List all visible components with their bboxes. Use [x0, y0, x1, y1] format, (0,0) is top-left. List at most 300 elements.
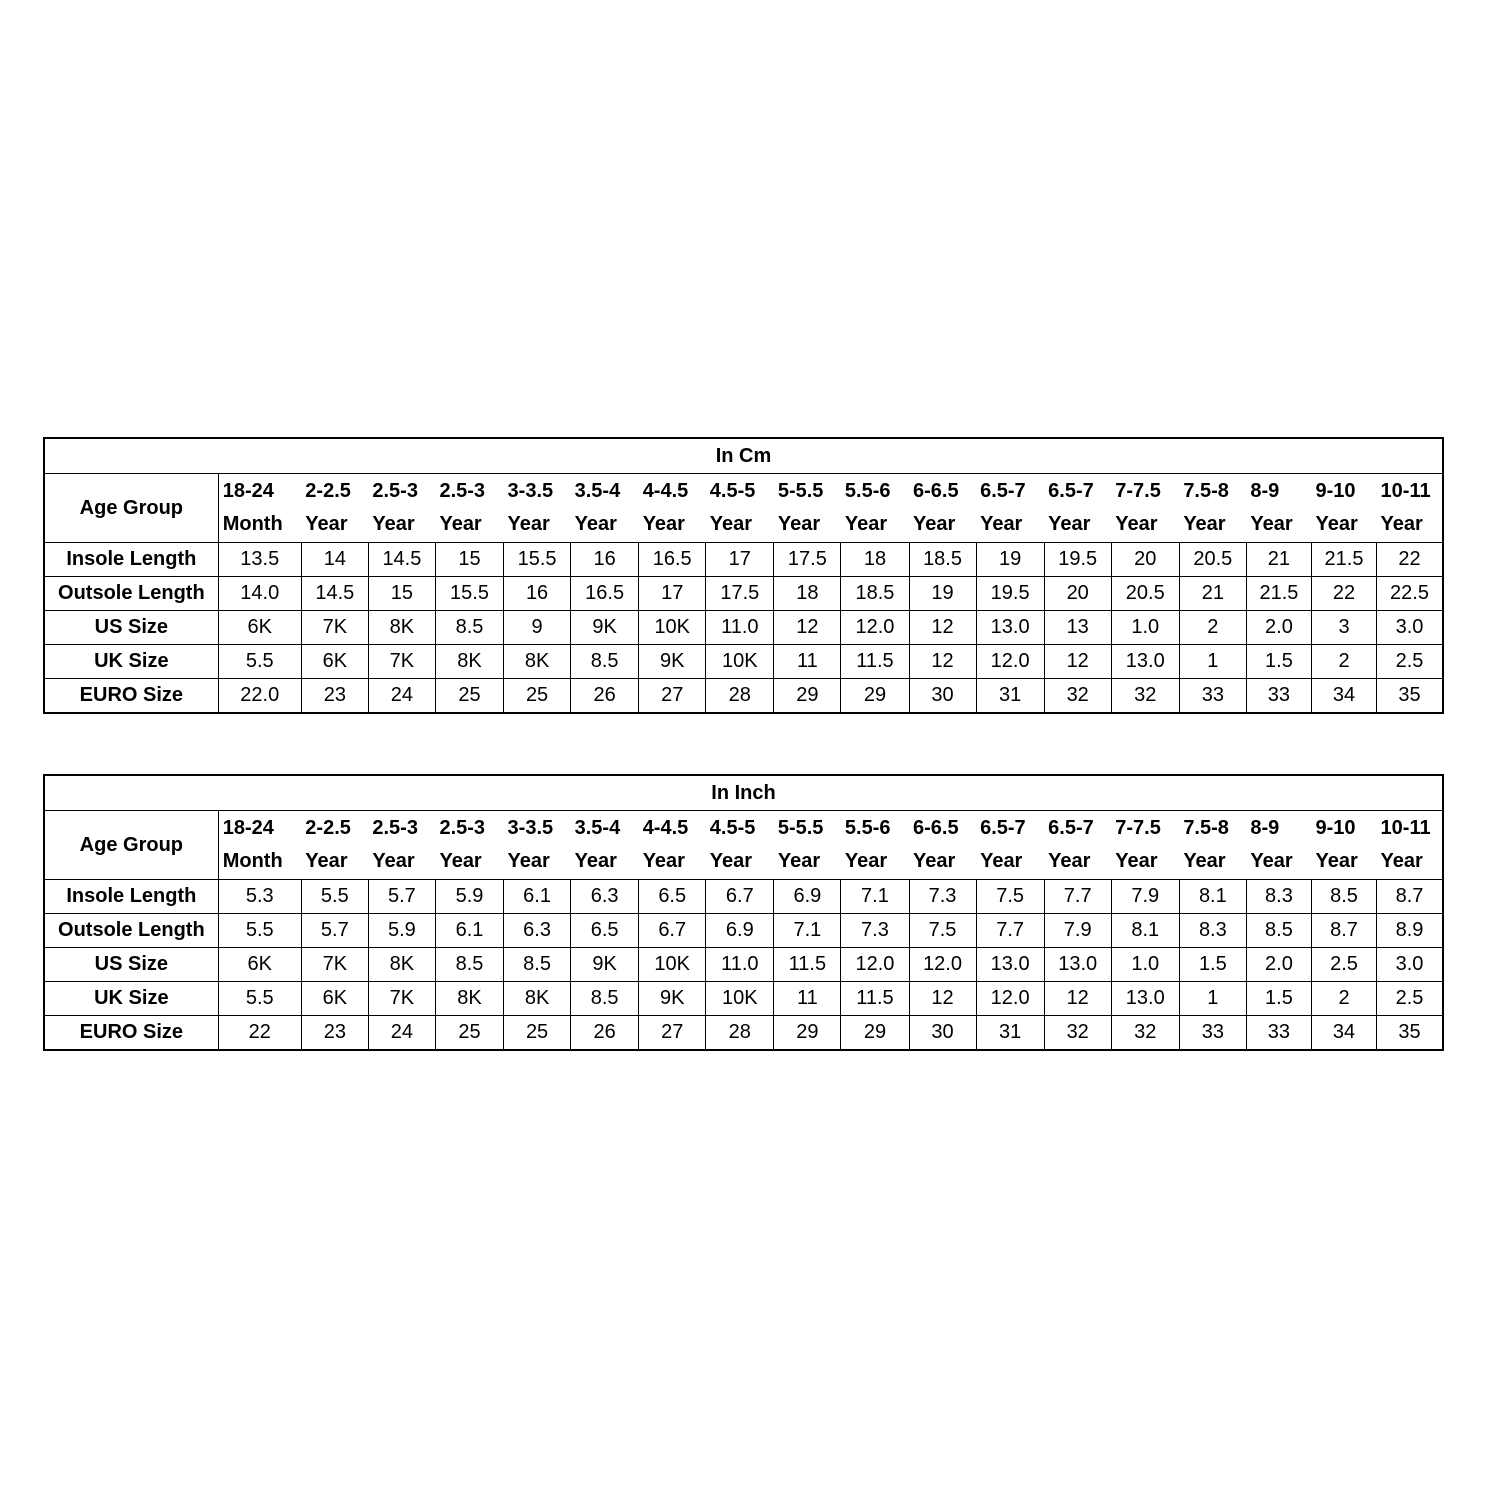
age-group-unit: Year	[305, 850, 348, 872]
age-group-cell	[1377, 474, 1443, 543]
age-group-unit: Year	[1380, 850, 1423, 872]
us-size-cell: 9K	[571, 611, 639, 645]
us-size-cell: 2	[1179, 611, 1246, 645]
euro-size-cell: 25	[504, 679, 571, 714]
insole-length-label: Insole Length	[44, 880, 218, 914]
insole-length-cell: 20.5	[1179, 543, 1246, 577]
age-group-unit: Year	[777, 850, 821, 872]
age-group-cell	[1044, 474, 1111, 543]
age-group-cell	[1044, 811, 1111, 880]
age-group-cell	[504, 811, 571, 880]
outsole-length-cell: 14.5	[301, 577, 368, 611]
uk-size-cell: 8K	[504, 645, 571, 679]
outsole-length-cell: 5.7	[301, 914, 368, 948]
uk-size-cell: 12	[909, 645, 976, 679]
euro-size-label: EURO Size	[44, 1016, 218, 1051]
size-chart-inch-table	[43, 774, 1444, 1051]
us-size-cell: 2.0	[1246, 611, 1311, 645]
uk-size-cell: 1	[1179, 982, 1246, 1016]
euro-size-cell: 23	[301, 679, 368, 714]
uk-size-cell: 11	[774, 982, 841, 1016]
age-group-unit: Year	[439, 850, 482, 872]
us-size-cell: 13	[1044, 611, 1111, 645]
uk-size-cell: 12	[909, 982, 976, 1016]
insole-length-cell: 8.7	[1377, 880, 1443, 914]
euro-size-cell: 22.0	[218, 679, 301, 714]
euro-size-cell: 29	[774, 679, 841, 714]
table-title: In Inch	[44, 775, 1443, 811]
age-group-range: 3.5-4	[574, 817, 621, 839]
us-size-cell: 3.0	[1377, 948, 1443, 982]
us-size-label: US Size	[44, 948, 218, 982]
us-size-cell: 13.0	[976, 611, 1044, 645]
uk-size-cell: 12	[1044, 645, 1111, 679]
uk-size-cell: 1.5	[1246, 645, 1311, 679]
us-size-cell: 7K	[301, 611, 368, 645]
us-size-cell: 10K	[639, 948, 706, 982]
outsole-length-cell: 7.7	[976, 914, 1044, 948]
age-group-cell	[909, 474, 976, 543]
age-group-range: 4-4.5	[642, 817, 689, 839]
insole-length-cell: 7.3	[909, 880, 976, 914]
insole-length-cell: 7.5	[976, 880, 1044, 914]
euro-size-cell: 25	[435, 679, 503, 714]
uk-size-cell: 13.0	[1111, 645, 1179, 679]
us-size-cell: 11.0	[706, 611, 774, 645]
insole-length-cell: 6.5	[639, 880, 706, 914]
insole-length-cell: 19	[976, 543, 1044, 577]
insole-length-cell: 22	[1377, 543, 1443, 577]
us-size-cell: 6K	[218, 948, 301, 982]
age-group-range: 2-2.5	[305, 480, 351, 502]
age-group-range: 2.5-3	[439, 817, 486, 839]
insole-length-cell: 15	[435, 543, 503, 577]
insole-length-cell: 18.5	[909, 543, 976, 577]
euro-size-cell: 32	[1111, 679, 1179, 714]
outsole-length-cell: 18.5	[841, 577, 909, 611]
outsole-length-cell: 20	[1044, 577, 1111, 611]
insole-length-cell: 5.9	[435, 880, 503, 914]
outsole-length-cell: 18	[774, 577, 841, 611]
outsole-length-cell: 7.9	[1044, 914, 1111, 948]
age-group-range: 6.5-7	[1048, 817, 1094, 839]
age-group-unit: Year	[642, 513, 685, 535]
euro-size-cell: 35	[1377, 679, 1443, 714]
insole-length-cell: 14	[301, 543, 368, 577]
uk-size-cell: 8K	[435, 645, 503, 679]
us-size-cell: 3	[1311, 611, 1376, 645]
age-group-cell	[571, 474, 639, 543]
euro-size-cell: 35	[1377, 1016, 1443, 1051]
age-group-cell	[1111, 474, 1179, 543]
euro-size-cell: 33	[1179, 679, 1246, 714]
age-group-cell	[841, 811, 909, 880]
table-title-row	[44, 438, 1443, 474]
age-group-cell	[1179, 811, 1246, 880]
us-size-cell: 3.0	[1377, 611, 1443, 645]
insole-length-cell: 21.5	[1311, 543, 1376, 577]
uk-size-cell: 7K	[368, 982, 435, 1016]
age-group-cell	[706, 474, 774, 543]
outsole-length-cell: 15	[368, 577, 435, 611]
us-size-cell: 11.0	[706, 948, 774, 982]
outsole-length-cell: 5.9	[368, 914, 435, 948]
age-group-unit: Year	[1183, 513, 1226, 535]
us-size-cell: 1.0	[1111, 611, 1179, 645]
us-size-cell: 1.5	[1179, 948, 1246, 982]
age-group-range: 9-10	[1315, 817, 1356, 839]
us-size-cell: 2.5	[1311, 948, 1376, 982]
euro-size-cell: 23	[301, 1016, 368, 1051]
outsole-length-cell: 8.1	[1111, 914, 1179, 948]
insole-length-cell: 13.5	[218, 543, 301, 577]
outsole-length-cell: 7.5	[909, 914, 976, 948]
outsole-length-label: Outsole Length	[44, 577, 218, 611]
age-group-unit: Year	[844, 850, 888, 872]
insole-length-row	[44, 880, 1443, 914]
us-size-cell: 2.0	[1246, 948, 1311, 982]
age-group-range: 2.5-3	[439, 480, 486, 502]
us-size-cell: 10K	[639, 611, 706, 645]
euro-size-cell: 31	[976, 679, 1044, 714]
age-group-range: 18-24	[222, 480, 274, 502]
age-group-range: 8-9	[1250, 817, 1280, 839]
euro-size-cell: 24	[368, 1016, 435, 1051]
insole-length-cell: 8.1	[1179, 880, 1246, 914]
age-group-range: 4-4.5	[642, 480, 689, 502]
age-group-range: 6.5-7	[980, 817, 1026, 839]
age-group-row	[44, 811, 1443, 880]
us-size-cell: 12.0	[909, 948, 976, 982]
age-group-range: 7-7.5	[1115, 480, 1161, 502]
insole-length-cell: 6.1	[504, 880, 571, 914]
age-group-cell	[368, 474, 435, 543]
euro-size-row	[44, 1016, 1443, 1051]
age-group-range: 18-24	[222, 817, 274, 839]
insole-length-cell: 14.5	[368, 543, 435, 577]
age-group-unit: Year	[574, 850, 617, 872]
us-size-cell: 11.5	[774, 948, 841, 982]
outsole-length-row	[44, 577, 1443, 611]
uk-size-label: UK Size	[44, 645, 218, 679]
age-group-label: Age Group	[44, 474, 218, 543]
age-group-row	[44, 474, 1443, 543]
uk-size-cell: 5.5	[218, 645, 301, 679]
age-group-range: 3-3.5	[507, 480, 554, 502]
age-group-unit: Year	[777, 513, 821, 535]
uk-size-cell: 8.5	[571, 645, 639, 679]
age-group-unit: Year	[372, 850, 415, 872]
age-group-unit: Year	[1115, 850, 1158, 872]
uk-size-cell: 12.0	[976, 982, 1044, 1016]
insole-length-cell: 17.5	[774, 543, 841, 577]
age-group-cell	[218, 811, 301, 880]
age-group-cell	[435, 474, 503, 543]
age-group-range: 5.5-6	[844, 480, 891, 502]
table-title-row	[44, 775, 1443, 811]
us-size-cell: 8.5	[435, 948, 503, 982]
outsole-length-cell: 6.7	[639, 914, 706, 948]
insole-length-cell: 16	[571, 543, 639, 577]
age-group-cell	[774, 474, 841, 543]
age-group-label: Age Group	[44, 811, 218, 880]
age-group-unit: Year	[1250, 513, 1293, 535]
age-group-cell	[639, 474, 706, 543]
age-group-unit: Year	[1250, 850, 1293, 872]
us-size-cell: 12	[909, 611, 976, 645]
outsole-length-cell: 8.7	[1311, 914, 1376, 948]
age-group-unit: Year	[1183, 850, 1226, 872]
euro-size-cell: 34	[1311, 679, 1376, 714]
insole-length-cell: 15.5	[504, 543, 571, 577]
age-group-unit: Year	[1315, 513, 1358, 535]
age-group-range: 10-11	[1380, 480, 1431, 502]
outsole-length-cell: 8.3	[1179, 914, 1246, 948]
outsole-length-cell: 16.5	[571, 577, 639, 611]
us-size-cell: 12.0	[841, 948, 909, 982]
age-group-unit: Year	[642, 850, 685, 872]
age-group-cell	[774, 811, 841, 880]
uk-size-cell: 6K	[301, 645, 368, 679]
us-size-cell: 8K	[368, 948, 435, 982]
age-group-range: 7-7.5	[1115, 817, 1161, 839]
euro-size-cell: 32	[1044, 679, 1111, 714]
outsole-length-cell: 15.5	[435, 577, 503, 611]
euro-size-label: EURO Size	[44, 679, 218, 714]
uk-size-cell: 10K	[706, 645, 774, 679]
age-group-range: 2-2.5	[305, 817, 351, 839]
uk-size-cell: 2	[1311, 645, 1376, 679]
age-group-unit: Month	[222, 850, 283, 872]
age-group-cell	[1377, 811, 1443, 880]
age-group-unit: Year	[372, 513, 415, 535]
table-title: In Cm	[44, 438, 1443, 474]
insole-length-cell: 20	[1111, 543, 1179, 577]
us-size-cell: 12.0	[841, 611, 909, 645]
uk-size-cell: 2.5	[1377, 982, 1443, 1016]
uk-size-row	[44, 645, 1443, 679]
euro-size-cell: 27	[639, 679, 706, 714]
us-size-cell: 8K	[368, 611, 435, 645]
age-group-unit: Year	[980, 850, 1023, 872]
outsole-length-cell: 19.5	[976, 577, 1044, 611]
age-group-range: 6-6.5	[913, 480, 959, 502]
uk-size-cell: 2.5	[1377, 645, 1443, 679]
uk-size-label: UK Size	[44, 982, 218, 1016]
age-group-unit: Year	[709, 850, 753, 872]
outsole-length-cell: 7.1	[774, 914, 841, 948]
outsole-length-cell: 6.9	[706, 914, 774, 948]
age-group-cell	[301, 811, 368, 880]
age-group-unit: Year	[305, 513, 348, 535]
age-group-cell	[301, 474, 368, 543]
age-group-unit: Year	[1048, 513, 1091, 535]
us-size-row	[44, 948, 1443, 982]
uk-size-row	[44, 982, 1443, 1016]
us-size-cell: 13.0	[976, 948, 1044, 982]
outsole-length-cell: 16	[504, 577, 571, 611]
outsole-length-cell: 22	[1311, 577, 1376, 611]
euro-size-cell: 24	[368, 679, 435, 714]
euro-size-cell: 29	[774, 1016, 841, 1051]
age-group-range: 5.5-6	[844, 817, 891, 839]
age-group-cell	[504, 474, 571, 543]
insole-length-cell: 6.9	[774, 880, 841, 914]
insole-length-cell: 17	[706, 543, 774, 577]
age-group-unit: Year	[1380, 513, 1423, 535]
outsole-length-cell: 7.3	[841, 914, 909, 948]
age-group-range: 4.5-5	[709, 480, 756, 502]
age-group-unit: Year	[507, 850, 550, 872]
outsole-length-cell: 14.0	[218, 577, 301, 611]
uk-size-cell: 12	[1044, 982, 1111, 1016]
age-group-cell	[571, 811, 639, 880]
age-group-range: 7.5-8	[1183, 817, 1229, 839]
insole-length-cell: 16.5	[639, 543, 706, 577]
uk-size-cell: 11.5	[841, 982, 909, 1016]
age-group-unit: Year	[913, 850, 956, 872]
uk-size-cell: 9K	[639, 982, 706, 1016]
insole-length-cell: 5.7	[368, 880, 435, 914]
euro-size-row	[44, 679, 1443, 714]
outsole-length-cell: 17	[639, 577, 706, 611]
euro-size-cell: 33	[1246, 1016, 1311, 1051]
uk-size-cell: 13.0	[1111, 982, 1179, 1016]
age-group-range: 2.5-3	[372, 480, 418, 502]
age-group-range: 6.5-7	[980, 480, 1026, 502]
us-size-cell: 7K	[301, 948, 368, 982]
age-group-cell	[706, 811, 774, 880]
insole-length-cell: 7.9	[1111, 880, 1179, 914]
insole-length-cell: 18	[841, 543, 909, 577]
outsole-length-cell: 5.5	[218, 914, 301, 948]
age-group-cell	[976, 474, 1044, 543]
outsole-length-cell: 17.5	[706, 577, 774, 611]
age-group-unit: Year	[980, 513, 1023, 535]
outsole-length-cell: 8.5	[1246, 914, 1311, 948]
age-group-cell	[639, 811, 706, 880]
euro-size-cell: 28	[706, 679, 774, 714]
us-size-cell: 9K	[571, 948, 639, 982]
uk-size-cell: 12.0	[976, 645, 1044, 679]
euro-size-cell: 26	[571, 679, 639, 714]
age-group-range: 5-5.5	[777, 817, 824, 839]
age-group-cell	[368, 811, 435, 880]
age-group-cell	[976, 811, 1044, 880]
euro-size-cell: 27	[639, 1016, 706, 1051]
uk-size-cell: 1	[1179, 645, 1246, 679]
outsole-length-cell: 6.3	[504, 914, 571, 948]
uk-size-cell: 8K	[435, 982, 503, 1016]
euro-size-cell: 31	[976, 1016, 1044, 1051]
age-group-range: 6-6.5	[913, 817, 959, 839]
uk-size-cell: 6K	[301, 982, 368, 1016]
euro-size-cell: 29	[841, 1016, 909, 1051]
age-group-unit: Year	[507, 513, 550, 535]
uk-size-cell: 9K	[639, 645, 706, 679]
age-group-range: 7.5-8	[1183, 480, 1229, 502]
outsole-length-cell: 22.5	[1377, 577, 1443, 611]
euro-size-cell: 30	[909, 1016, 976, 1051]
euro-size-cell: 26	[571, 1016, 639, 1051]
age-group-range: 8-9	[1250, 480, 1280, 502]
outsole-length-cell: 19	[909, 577, 976, 611]
insole-length-cell: 7.7	[1044, 880, 1111, 914]
outsole-length-cell: 8.9	[1377, 914, 1443, 948]
us-size-cell: 12	[774, 611, 841, 645]
insole-length-cell: 6.3	[571, 880, 639, 914]
age-group-unit: Year	[1048, 850, 1091, 872]
insole-length-cell: 5.5	[301, 880, 368, 914]
outsole-length-cell: 21	[1179, 577, 1246, 611]
uk-size-cell: 7K	[368, 645, 435, 679]
euro-size-cell: 33	[1179, 1016, 1246, 1051]
insole-length-label: Insole Length	[44, 543, 218, 577]
insole-length-cell: 8.3	[1246, 880, 1311, 914]
age-group-cell	[909, 811, 976, 880]
euro-size-cell: 22	[218, 1016, 301, 1051]
age-group-cell	[1311, 811, 1376, 880]
uk-size-cell: 10K	[706, 982, 774, 1016]
us-size-cell: 6K	[218, 611, 301, 645]
outsole-length-cell: 6.5	[571, 914, 639, 948]
us-size-row	[44, 611, 1443, 645]
age-group-range: 3-3.5	[507, 817, 554, 839]
euro-size-cell: 28	[706, 1016, 774, 1051]
outsole-length-cell: 20.5	[1111, 577, 1179, 611]
uk-size-cell: 5.5	[218, 982, 301, 1016]
age-group-range: 5-5.5	[777, 480, 824, 502]
age-group-range: 10-11	[1380, 817, 1431, 839]
age-group-range: 6.5-7	[1048, 480, 1094, 502]
age-group-cell	[841, 474, 909, 543]
age-group-cell	[1111, 811, 1179, 880]
age-group-unit: Year	[1315, 850, 1358, 872]
us-size-label: US Size	[44, 611, 218, 645]
euro-size-cell: 32	[1044, 1016, 1111, 1051]
outsole-length-row	[44, 914, 1443, 948]
age-group-cell	[1246, 474, 1311, 543]
age-group-unit: Year	[709, 513, 753, 535]
age-group-cell	[218, 474, 301, 543]
age-group-unit: Month	[222, 513, 283, 535]
euro-size-cell: 33	[1246, 679, 1311, 714]
age-group-unit: Year	[439, 513, 482, 535]
us-size-cell: 8.5	[504, 948, 571, 982]
insole-length-row	[44, 543, 1443, 577]
age-group-unit: Year	[844, 513, 888, 535]
age-group-range: 9-10	[1315, 480, 1356, 502]
us-size-cell: 9	[504, 611, 571, 645]
uk-size-cell: 11.5	[841, 645, 909, 679]
insole-length-cell: 5.3	[218, 880, 301, 914]
insole-length-cell: 8.5	[1311, 880, 1376, 914]
us-size-cell: 8.5	[435, 611, 503, 645]
outsole-length-cell: 21.5	[1246, 577, 1311, 611]
euro-size-cell: 25	[504, 1016, 571, 1051]
size-chart-cm-table	[43, 437, 1444, 714]
euro-size-cell: 25	[435, 1016, 503, 1051]
age-group-range: 3.5-4	[574, 480, 621, 502]
us-size-cell: 1.0	[1111, 948, 1179, 982]
uk-size-cell: 8K	[504, 982, 571, 1016]
euro-size-cell: 32	[1111, 1016, 1179, 1051]
uk-size-cell: 8.5	[571, 982, 639, 1016]
age-group-unit: Year	[1115, 513, 1158, 535]
age-group-range: 2.5-3	[372, 817, 418, 839]
uk-size-cell: 2	[1311, 982, 1376, 1016]
age-group-cell	[1179, 474, 1246, 543]
